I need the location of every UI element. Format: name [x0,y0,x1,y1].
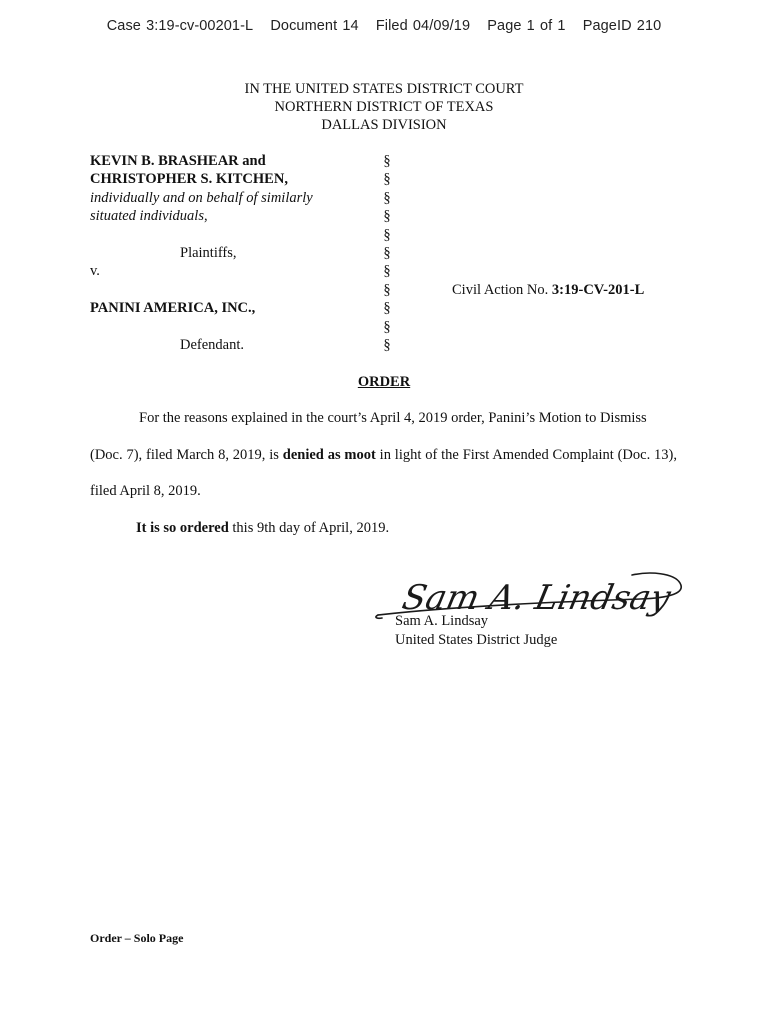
plaintiff-behalf-line-1: individually and on behalf of similarly [90,189,313,206]
civil-action-label: Civil Action No. [452,282,552,298]
order-date-text: this 9th day of April, 2019. [228,520,390,536]
section-symbol: § [383,208,391,225]
judge-name: Sam A. Lindsay [395,613,489,629]
order-paragraph-1-line-3: filed April 8, 2019. [90,483,201,499]
plaintiffs-label: Plaintiffs, [180,245,237,261]
court-district: NORTHERN DISTRICT OF TEXAS [274,99,494,115]
section-symbol: § [383,281,391,298]
court-division: DALLAS DIVISION [321,117,447,133]
civil-action-value: 3:19-CV-201-L [551,282,645,298]
case-number: Case 3:19-cv-00201-L [106,18,254,34]
section-symbol: § [383,153,391,169]
order-text: in light of the First Amended Complaint (Doc. 13), [375,447,677,463]
page-id: PageID 210 [582,18,662,34]
section-symbol: § [383,318,391,335]
section-symbol-column [381,152,393,354]
footer-label: Order – Solo Page [90,931,184,945]
section-symbol: § [383,263,391,280]
document-number: Document 14 [270,18,359,34]
section-symbol: § [383,337,391,354]
signature-script: Sam A. Lindsay [398,578,674,618]
order-paragraph-1-line-1: For the reasons explained in the court’s April 4, 2019 order, Panini’s Motion to Dismiss [139,410,647,426]
section-symbol: § [383,226,391,243]
court-heading [0,80,768,134]
page-count: Page 1 of 1 [487,18,566,34]
order-text: (Doc. 7), filed March 8, 2019, is [90,447,283,463]
civil-action-number [452,281,644,299]
judge-title: United States District Judge [395,631,558,648]
behalf-comma: , [203,208,208,225]
plaintiff-name-2: CHRISTOPHER S. KITCHEN, [90,171,288,188]
plaintiff-behalf-line-2 [90,207,208,225]
section-symbol: § [383,245,391,262]
filed-date: Filed 04/09/19 [375,18,471,34]
order-paragraph-1-line-2 [90,447,677,464]
order-title: ORDER [357,374,411,390]
court-name: IN THE UNITED STATES DISTRICT COURT [244,81,524,97]
section-symbol: § [383,300,391,317]
order-ruling: denied as moot [282,447,376,463]
versus: v. [90,263,100,280]
defendant-name: PANINI AMERICA, INC., [90,300,256,317]
plaintiff-name-1: KEVIN B. BRASHEAR and [90,153,266,169]
defendant-label: Defendant. [180,337,245,353]
signature-block [395,612,557,649]
behalf-text: situated individuals [90,208,204,225]
section-symbol: § [383,171,391,188]
order-paragraph-2 [136,520,389,537]
section-symbol: § [383,189,391,206]
so-ordered-phrase: It is so ordered [136,520,229,536]
case-header-stamp [0,18,768,34]
